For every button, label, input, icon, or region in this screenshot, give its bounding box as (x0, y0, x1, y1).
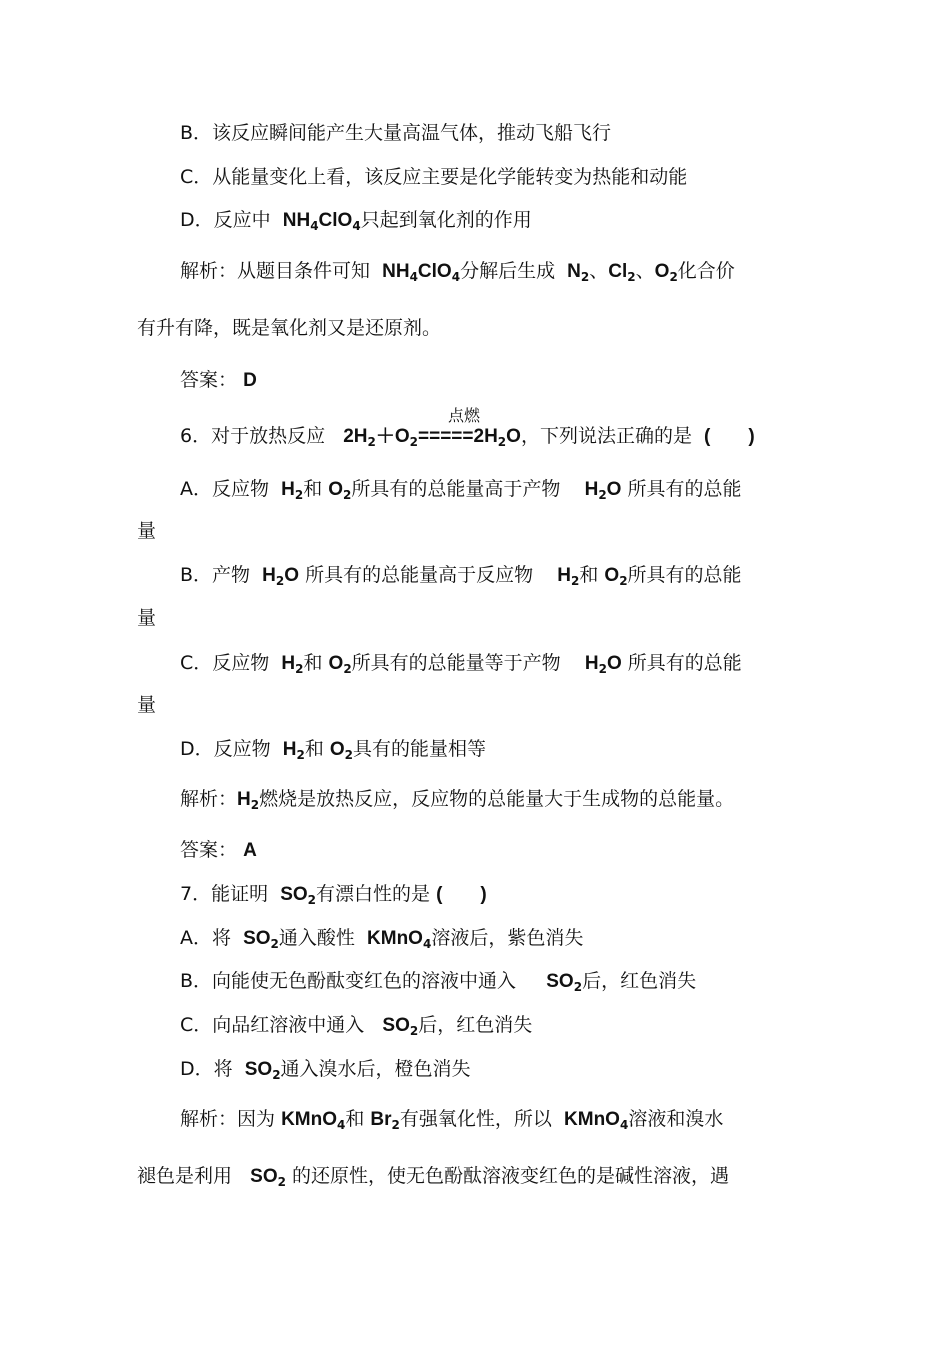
q7-stem: 7．能证明 $SO_2$有漂白性的是 ( ) (180, 883, 487, 907)
q6-analysis: 解析：$H_2$燃烧是放热反应，反应物的总能量大于生成物的总能量。 (180, 788, 735, 812)
q6-stem: 6．对于放热反应 $2H_2+O_2$ 点燃 $=====2H_2O$，下列说法正确的是 ( ) (180, 406, 755, 449)
q5-analysis: 解析：从题目条件可知 $NH_4ClO_4$分解后生成 $N_2$、$Cl_2$、$O_2$化合价 (180, 260, 735, 284)
q6-option-c: C．反应物 $H_2$和 $O_2$所具有的总能量等于产物 $H_2O$ 所具有的总能 (180, 652, 742, 676)
q6-answer: 答案： A (180, 839, 257, 861)
q6-option-a: A．反应物 $H_2$和 $O_2$所具有的总能量高于产物 $H_2O$ 所具有的总能 (180, 478, 742, 502)
q6-option-a-cont: 量 (137, 520, 157, 542)
q5-option-d: D．反应中 $NH_4ClO_4$只起到氧化剂的作用 (180, 209, 532, 233)
q7-option-d: D．将 $SO_2$通入溴水后，橙色消失 (180, 1058, 471, 1082)
q6-option-b: B．产物 $H_2O$ 所具有的总能量高于反应物 $H_2$和 $O_2$所具有的总能 (180, 564, 742, 588)
reaction-condition: 点燃 ===== (418, 406, 481, 447)
q7-analysis: 解析：因为 KMnO$_4$和 $Br_2$有强氧化性，所以 KMnO$_4$溶液和溴水 (180, 1108, 724, 1132)
q6-option-c-cont: 量 (137, 694, 157, 716)
q5-option-c: C．从能量变化上看，该反应主要是化学能转变为热能和动能 (180, 166, 688, 188)
q5-analysis-cont: 有升有降，既是氧化剂又是还原剂。 (137, 317, 442, 339)
q6-option-b-cont: 量 (137, 607, 157, 629)
q6-option-d: D．反应物 $H_2$和 $O_2$具有的能量相等 (180, 738, 487, 762)
q7-option-c: C．向品红溶液中通入 $SO_2$后，红色消失 (180, 1014, 533, 1038)
q7-analysis-cont: 褪色是利用 $SO_2$ 的还原性，使无色酚酞溶液变红色的是碱性溶液，遇 (137, 1165, 730, 1189)
q7-option-a: A．将 $SO_2$通入酸性 KMnO$_4$溶液后，紫色消失 (180, 927, 584, 951)
q7-option-b: B．向能使无色酚酞变红色的溶液中通入 $SO_2$后，红色消失 (180, 970, 697, 994)
q5-option-b: B．该反应瞬间能产生大量高温气体，推动飞船飞行 (180, 122, 612, 144)
q5-answer: 答案： D (180, 369, 257, 391)
